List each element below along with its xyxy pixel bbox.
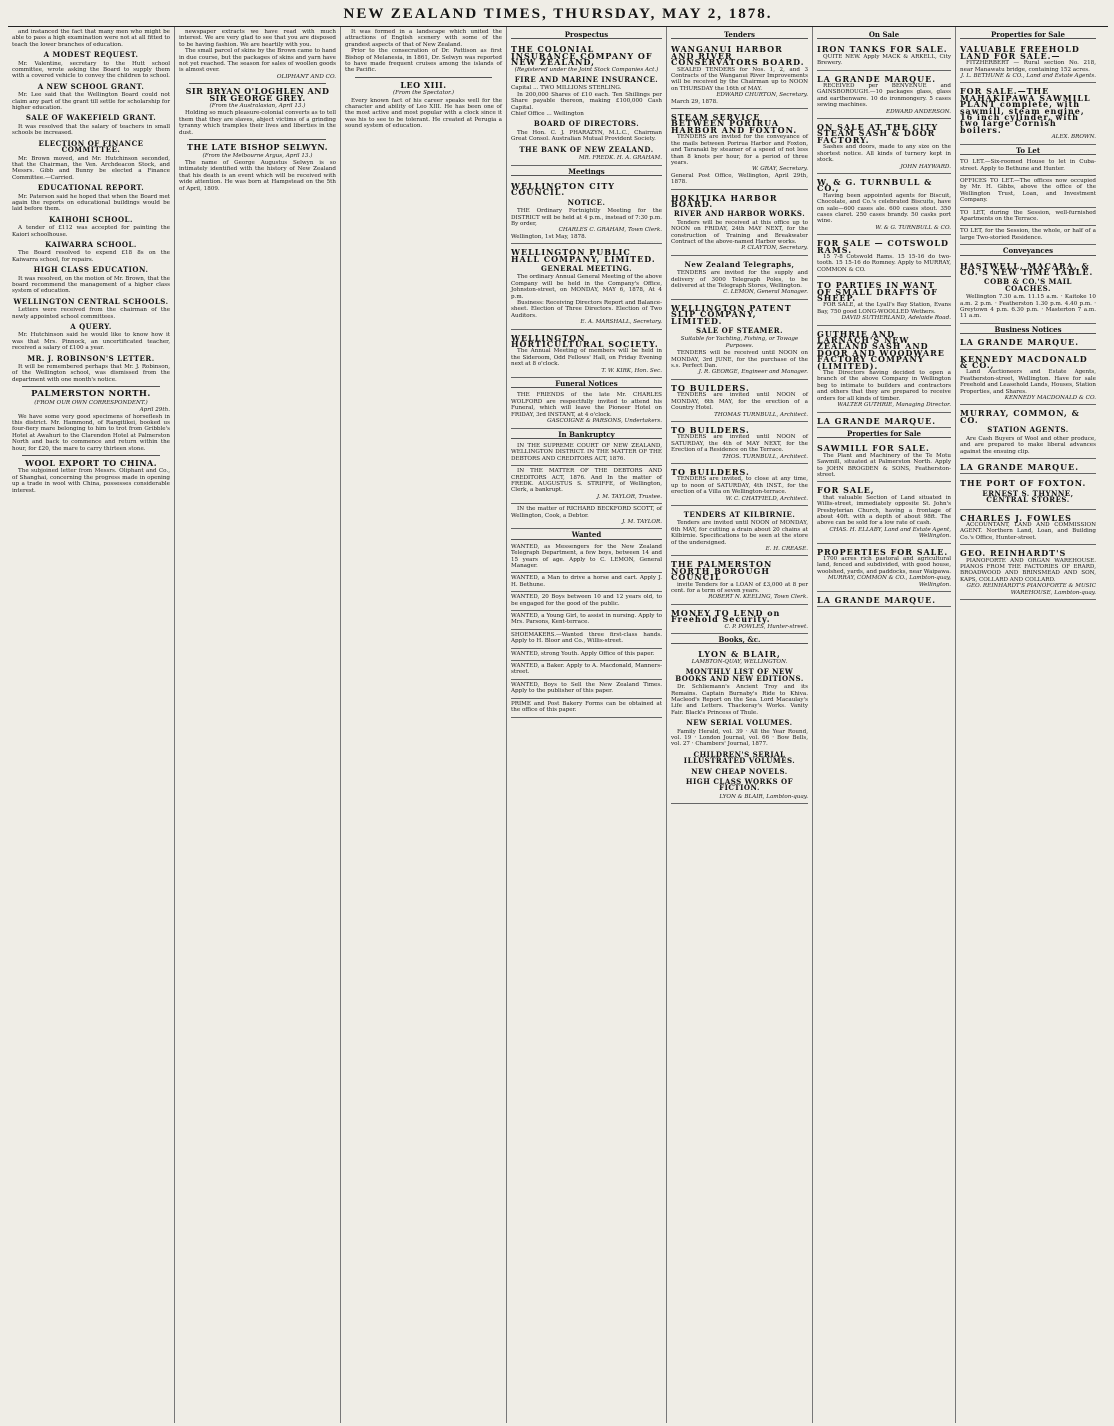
item-7 — [12, 267, 170, 295]
subhead: A QUERY. — [70, 322, 112, 332]
sale-ad: W. & G. TURNBULL & CO., Having been appointed agents for Biscuit, Chocolate, and Co.'s celebrated Biscuits, have on sale—600 cases ale. 600 cases stout. 350 cases claret. 250 cases brandy. 50 casks port wine. W. & G. TURNBULL & CO. — [817, 174, 951, 235]
article-text: Mr. Paterson said he hoped that when the Board met again the reports on educational buildings would be laid before them. — [12, 193, 170, 213]
subhead: SALE OF WAKEFIELD GRANT. — [25, 113, 157, 123]
item-2 — [12, 115, 170, 136]
item-3 — [12, 138, 170, 181]
property-ad: FOR SALE, that valuable Section of Land situated in Willis-street, immediately opposite St. John's Presbyterian Church, having a frontage of about 40ft. with a depth of about 98ft. The above can be sold for a low rate of cash. CHAS. H. ELLABY, Land and Estate Agent, Wellington. — [817, 482, 951, 543]
wanted-ad: WANTED, Boys to Sell the New Zealand Times. Apply to the publisher of this paper. — [511, 680, 662, 699]
column-4 — [507, 27, 667, 1423]
headline: LEO XIII. — [400, 79, 447, 90]
headline: PALMERSTON NORTH. — [31, 389, 151, 400]
tender-ad: HOKITIKA HARBOR BOARD. RIVER AND HARBOR WORKS. Tenders will be received at this office up to NOON on FRIDAY, 24th MAY NEXT, for the construction of Training and Breakwater Contract of the above-named Harbor works. P. CLAYTON, Secretary. — [671, 190, 808, 256]
la-grande-marque-ad: LA GRANDE MARQUE. — [960, 337, 1096, 349]
headline-sub: (From the Australasian, April 13.) — [209, 103, 306, 110]
wanted-ad: WANTED, as Messengers for the New Zealand Telegraph Department, a few boys, between 14 and 15 years of age. Apply to C. LEMON, General Manager. — [511, 542, 662, 574]
la-grande-marque-ad: LA GRANDE MARQUE. — [817, 416, 951, 428]
tender-ad: TO BUILDERS. TENDERS are invited until NOON of SATURDAY, the 4th of MAY NEXT, for the Erection of a Residence on the Terrace. THOS. TURNBULL, Architect. — [671, 422, 808, 464]
item-4 — [12, 185, 170, 213]
city-council-notice: WELLINGTON CITY COUNCIL. NOTICE. THE Ordinary Fortnightly Meeting for the DISTRICT will be held at 4 p.m., instead of 7:30 p.m. By order, CHARLES C. GRAHAM, Town Clerk. Wellington, 1st May, 1878. — [511, 178, 662, 244]
article-text: The Board resolved to expend £18 8s on the Kaiwarra school, for repairs. — [12, 250, 170, 263]
tender-ad: WELLINGTON PATENT SLIP COMPANY, LIMITED. SALE OF STEAMER. Suitable for Yachting, Fishing, or Towage Purposes. TENDERS will be received until NOON on MONDAY, 3rd JUNE, for the purchase of the s.s. Perfect Dan. J. R. GEORGE, Engineer and Manager. — [671, 300, 808, 380]
property-ad: FOR SALE.—THE MAHAKIPAWA SAWMILL PLANT complete, with sawmill, steam engine, 16 inch cylinder, with two large Cornish boilers. ALEX. BROWN. — [960, 83, 1096, 144]
column-1 — [8, 27, 175, 1423]
item-1 — [12, 81, 170, 112]
wanted-ad: SHOEMAKERS.—Wanted three first-class hands. Apply to H. Bloor and Co., Willis-street. — [511, 630, 662, 649]
business-ad: MURRAY, COMMON, & CO. STATION AGENTS. Are Cash Buyers of Wool and other produce, and are prepared to make liberal advances against the ensuing clip. — [960, 405, 1096, 458]
tender-ad: THE PALMERSTON NORTH BOROUGH COUNCIL invite Tenders for a LOAN of £3,000 at 8 per cent. for a term of seven years. ROBERT N. KEELING, Town Clerk. — [671, 556, 808, 604]
subhead: MR. J. ROBINSON'S LETTER. — [27, 353, 155, 363]
section-heading: Conveyances — [960, 248, 1096, 255]
bankruptcy-notice: IN the matter of RICHARD BECKFORD SCOTT, of Wellington, Cook, a Debtor. J. M. TAYLOR. — [511, 504, 662, 529]
section-heading: On Sale — [817, 32, 951, 39]
article-text: Every known fact of his career speaks well for the character and ability of Leo XIII. He has been one of the most active and most popular with a clock since it was his to see to be tolerant. He created at Perugia a sound system of education. — [345, 97, 502, 130]
sale-ad: FOR SALE — COTSWOLD RAMS. 15 7-8 Cotswold Rams. 15 15-16 do two-tooth. 15 15-16 do Romney. Apply to MURRAY, COMMON & CO. — [817, 235, 951, 277]
la-grande-marque-ad: LA GRANDE MARQUE. — [960, 462, 1096, 474]
column-5 — [667, 27, 813, 1423]
to-let-ad: TO LET, during the Session, well-furnished Apartments on the Terrace. — [960, 208, 1096, 227]
section-heading: Meetings — [511, 169, 662, 176]
horticultural-notice: WELLINGTON HORTICULTURAL SOCIETY. The Annual Meeting of members will be held in the Sideroom, Odd Fellows' Hall, on Friday Evening next at 8 o'clock. T. W. KIRK, Hon. Sec. — [511, 330, 662, 378]
tender-ad: WANGANUI HARBOR AND RIVER CONSERVATORS BOARD. SEALED TENDERS for Nos. 1, 2, and 3 Contracts of the Wanganui River Improvements will be received by the Chairman up to NOON on THURSDAY the 16th of MAY. EDWARD CHURTON, Secretary. March 29, 1878. — [671, 41, 808, 109]
article-text: A tender of £112 was accepted for painting the Kaiori schoolhouse. — [12, 225, 170, 238]
article-text: newspaper extracts we have read with much interest. We are very glad to see that you are disposed to be having fashion. We are heartily with you. — [179, 29, 336, 48]
article-text: It was resolved, on the motion of Mr. Brown, that the board recommend the management of a higher class system of education. — [12, 275, 170, 295]
tender-ad: TO BUILDERS. TENDERS are invited until NOON of MONDAY, 6th MAY, for the erection of a Country Hotel. THOMAS TURNBULL, Architect. — [671, 380, 808, 422]
wanted-ad: WANTED, strong Youth. Apply Office of this paper. — [511, 649, 662, 661]
item-9 — [12, 324, 170, 352]
money-to-lend-ad: MONEY TO LEND on Freehold Security. C. P. POWLES, Hunter-street. — [671, 605, 808, 634]
article-text: It will be remembered perhaps that Mr. J. Robinson, of the Wellington school, was dismissed from the department with one month's notice. — [12, 364, 170, 383]
coach-timetable-ad: HASTWELL, MACARA, & CO.'S NEW TIME TABLE. COBB & CO.'S MAIL COACHES. Wellington 7.30 a.m. 11.15 a.m. · Kaitoke 10 a.m. 2 p.m. · Featherston 1.30 p.m. 4.40 p.m. · Greytown 4 p.m. 6.30 p.m. · Masterton 7 a.m. 11 a.m. — [960, 258, 1096, 324]
column-6 — [813, 27, 956, 1423]
to-let-ad: TO LET, for the Session, the whole, or half of a large Two-storied Residence. — [960, 226, 1096, 245]
subhead: KAIWARRA SCHOOL. — [45, 239, 137, 249]
article-text: The small parcel of skins by the Brown came to hand in due course, but the packages of skins and yarn have not yet reached. The season for sales of woollen goods is almost over. — [179, 48, 336, 74]
sale-ad: ON SALE AT THE CITY STEAM SASH & DOOR FACTORY. Sashes and doors, made to any size on the shortest notice. All kinds of turnery kept in stock. JOHN HAYWARD. — [817, 119, 951, 174]
property-ad: VALUABLE FREEHOLD LAND FOR SALE.— FITZHERBERT — Rural section No. 218, near Manawatu bridge, containing 152 acres. J. L. BETHUNE & CO., Land and Estate Agents. — [960, 41, 1096, 83]
masthead — [8, 6, 1108, 27]
article-text: It was formed in a landscape which united the attractions of English scenery with some of the grandest aspects of that of New Zealand. — [345, 29, 502, 48]
business-ad: CHARLES J. FOWLES ACCOUNTANT, LAND AND COMMISSION AGENT. Northern Land, Loan, and Building Co.'s Office, Hunter-street. — [960, 510, 1096, 546]
tender-ad: TENDERS AT KILBIRNIE. Tenders are invited until NOON of MONDAY, 6th MAY, for cutting a drain about 20 chains at Kilbirnie. Specifications to be seen at the store of the undersigned. E. H. CREASE. — [671, 506, 808, 556]
headline-sub: (From the Spectator.) — [392, 90, 455, 97]
headline-sub: (From the Melbourne Argus, April 13.) — [202, 152, 313, 159]
business-ad: GEO. REINHARDT'S PIANOFORTE AND ORGAN WAREHOUSE. PIANOS FROM THE FACTORIES OF ERARD, BROADWOOD AND BRINSMEAD AND SON, KAPS, COLLARD AND COLLARD. GEO. REINHARDT'S PIANOFORTE & MUSIC WAREHOUSE, Lambton-quay. — [960, 545, 1096, 600]
section-heading: Wanted — [511, 532, 662, 539]
tender-ad: New Zealand Telegraphs, TENDERS are invited for the supply and delivery of 3000 Telegraph Poles, to be delivered at the Telegraph Stores, Wellington. C. LEMON, General Manager. — [671, 256, 808, 300]
property-ad: SAWMILL FOR SALE. The Plant and Machinery of the Te Motu Sawmill, situated at Palmerston North. Apply to JOHN BROGDEN & SONS, Featherston-street. — [817, 440, 951, 482]
public-hall-notice: WELLINGTON PUBLIC HALL COMPANY, LIMITED. GENERAL MEETING. The ordinary Annual General Meeting of the above Company will be held in the Company's Office, Johnston-street, on MONDAY, MAY 6, 1878, At 4 p.m. Business: Receiving Directors Report and Balance-sheet. Election of Three Directors. Election of Two Auditors. E. A. MARSHALL, Secretary. — [511, 244, 662, 329]
wanted-ad: WANTED, 20 Boys between 10 and 12 years old, to be engaged for the good of the public. — [511, 592, 662, 611]
colonial-insurance-ad: THE COLONIAL INSURANCE COMPANY OF NEW ZEALAND, (Registered under the Joint Stock Companies Act.) FIRE AND MARINE INSURANCE. Capital ... TWO MILLIONS STERLING. In 200,000 Shares of £10 each. Ten Shillings per Share payable thereon, making £100,000 Cash Capital. Chief Office ... Wellington BOARD OF DIRECTORS. The Hon. C. J. PHARAZYN, M.L.C., Chairman Great Consol. Australian Mutual Provident Society. THE BANK OF NEW ZEALAND. MR. FREDK. H. A. GRAHAM. — [511, 41, 662, 165]
item-8 — [12, 296, 170, 320]
column-3 — [341, 27, 507, 1423]
article-text: The name of George Augustus Selwyn is so intimately identified with the history of New Zealand that his death is an event which will be received with wide attention. He was born at Hampstead on the 5th of April, 1809. — [179, 159, 336, 192]
business-ad: KENNEDY MACDONALD & CO., Land Auctioneers and Estate Agents, Featherston-street, Wellington. Have for sale Freehold and Leasehold Lands, Houses, Station Properties, and Shares. KENNEDY MACDONALD & CO. — [960, 351, 1096, 406]
dateline: April 29th. — [139, 407, 170, 414]
item-0 — [12, 52, 170, 80]
bankruptcy-notice: IN THE MATTER OF THE DEBTORS AND CREDITORS ACT, 1876. And In the matter of FREDK. AUGUSTUS S. STRIFFE, of Wellington, Clerk, a bankrupt. J. M. TAYLOR, Trustee. — [511, 466, 662, 504]
article-text: Mr. Brown moved, and Mr. Hutchinson seconded, that the Chairman, the Ven. Archdeacon Stock, and Messrs. Gibb and Bunny be elected a Finance Committee.—Carried. — [12, 155, 170, 181]
la-grande-marque-ad: LA GRANDE MARQUE. — [817, 595, 951, 607]
property-ad: PROPERTIES FOR SALE. 1700 acres rich pastoral and agricultural land, fenced and subdivided, with good house, woolshed, yards, and paddocks, near Waipawa. MURRAY, COMMON & CO., Lambton-quay, Wellington. — [817, 544, 951, 592]
article-text: We have some very good specimens of horseflesh in this district. Mr. Hammond, of Rangitikei, booked us four-fiery mare belonging to him to trot from Gribble's Hotel at Awahuri to the Clarendon Hotel at Palmerston North and back to commence and return within the hour, for £20, the mare to carry thirteen stone. — [12, 413, 170, 452]
article-text: The subjoined letter from Messrs. Oliphant and Co., of Shanghai, concerning the progress made in opening up a trade in wool with China, possesses considerable interest. — [12, 468, 170, 494]
subhead: EDUCATIONAL REPORT. — [37, 183, 145, 193]
subhead: A NEW SCHOOL GRANT. — [37, 81, 145, 91]
section-heading: In Bankruptcy — [511, 432, 662, 439]
sale-ad: LA GRANDE MARQUE. RECEIVED per BENVENUE and GAINSBOROUGH.—10 packages glass, glass and earthenware. 10 do ironmongery. 5 cases sewing machines. EDWARD ANDERSON. — [817, 71, 951, 119]
to-let-ad: OFFICES TO LET.—The offices now occupied by Mr. H. Gibbs, above the office of the Wellington Trust, Loan, and Investment Company. — [960, 176, 1096, 208]
sale-ad: TO PARTIES IN WANT OF SMALL DRAFTS OF SHEEP. FOR SALE, at the Lyall's Bay Station, Evans Bay, 750 good LONG-WOOLLED Wethers. DAVID SUTHERLAND, Adelaide Road. — [817, 277, 951, 325]
subhead: HIGH CLASS EDUCATION. — [33, 265, 149, 275]
subhead: WELLINGTON CENTRAL SCHOOLS. — [13, 296, 169, 306]
headline: SIR BRYAN O'LOGHLEN AND SIR GEORGE GREY. — [185, 86, 330, 103]
masthead-title: NEW ZEALAND TIMES, THURSDAY, MAY 2, 1878. — [343, 6, 773, 22]
wanted-ad: WANTED, a Man to drive a horse and cart. Apply J. H. Bethune. — [511, 573, 662, 592]
funeral-notice: THE FRIENDS of the late Mr. CHARLES WOLFORD are respectfully invited to attend his Funeral, which will leave the Pioneer Hotel on FRIDAY, 3rd INSTANT, at 4 o'clock. GASCOIGNE & PARSONS, Undertakers. — [511, 390, 662, 428]
subhead: KAIHOHI SCHOOL. — [49, 214, 133, 224]
section-heading: Prospectus — [511, 32, 662, 39]
article-text: Holding so much pleasure-colonial converts as to tell them that they are slaves, abject victims of a grinding tyranny which tramples their lives and liberties in the dust. — [179, 110, 336, 136]
headline-sub: (FROM OUR OWN CORRESPONDENT.) — [34, 399, 148, 406]
article-text: Mr. Valentine, secretary to the Hutt school committee, wrote asking the Board to supply them with a covered vehicle to convey the children to school. — [12, 60, 170, 80]
subhead: ELECTION OF FINANCE COMMITTEE. — [38, 138, 144, 155]
wanted-ad: PRIME and Post Bakery Forms can be obtained at the office of this paper. — [511, 699, 662, 718]
columns — [8, 27, 1108, 1423]
article-text: Letters were received from the chairman of the newly appointed school committees. — [12, 307, 170, 320]
bankruptcy-notice: IN THE SUPREME COURT OF NEW ZEALAND, WELLINGTON DISTRICT. IN THE MATTER OF THE DEBTORS AND CREDITORS ACT, 1876. — [511, 441, 662, 466]
section-heading: Properties for Sale — [960, 32, 1096, 39]
article-text: and instanced the fact that many men who might be able to pass a high examination were not at all fitted to teach the lower branches of education. — [12, 29, 170, 48]
article-text: Prior to the consecration of Dr. Pattison as first Bishop of Melanesia, in 1861, Dr. Selwyn was reported to have made frequent cruises among the islands of the Pacific. — [345, 48, 502, 74]
section-heading: Books, &c. — [671, 637, 808, 644]
wanted-ad: WANTED, a Young Girl, to assist in nursing. Apply to Mrs. Parsons, Kent-terrace. — [511, 611, 662, 630]
sale-ad: GUTHRIE AND LARNACH'S NEW ZEALAND SASH AND DOOR AND WOODWARE FACTORY COMPANY (LIMITED). The Directors having decided to open a branch of the above Company in Wellington beg to intimate to builders and contractors and others that they are prepared to receive orders for all kinds of timber. WALTER GUTHRIE, Managing Director. — [817, 326, 951, 413]
tender-ad: STEAM SERVICE BETWEEN PORIRUA HARBOR AND FOXTON. TENDERS are invited for the conveyance of the mails between Porirua Harbor and Foxton, and Taranaki by steamer of a speed of not less than 8 knots per hour, for a period of three years. W. GRAY, Secretary. General Post Office, Wellington, April 29th, 1878. — [671, 109, 808, 189]
column-7 — [956, 27, 1100, 1423]
article-text: It was resolved that the salary of teachers in small schools be increased. — [12, 123, 170, 137]
section-heading: Business Notices — [960, 327, 1096, 334]
headline: WOOL EXPORT TO CHINA. — [24, 457, 158, 468]
section-heading: Tenders — [671, 32, 808, 39]
signature: OLIPHANT AND CO. — [276, 73, 336, 80]
tender-ad: TO BUILDERS. TENDERS are invited, to close at any time, up to noon of SATURDAY, 4th INST., for the erection of a Villa on Wellington-terrace. W. C. CHATFIELD, Architect. — [671, 464, 808, 506]
item-10 — [12, 353, 170, 384]
headline: THE LATE BISHOP SELWYN. — [187, 142, 328, 153]
column-2 — [175, 27, 341, 1423]
item-5 — [12, 214, 170, 238]
subhead: A MODEST REQUEST. — [43, 50, 139, 60]
item-6 — [12, 239, 170, 263]
section-heading: To Let — [960, 148, 1096, 155]
sale-ad: IRON TANKS FOR SALE. QUITE NEW. Apply MACK & ARKELL, City Brewery. — [817, 41, 951, 70]
article-text: Mr. Hutchinson said he would like to know how it was that Mrs. Pinnock, an uncertificated teacher, received a salary of £100 a year. — [12, 332, 170, 352]
to-let-ad: TO LET.—Six-roomed House to let in Cuba-street. Apply to Bethune and Hunter. — [960, 157, 1096, 176]
lyon-blair-ad: LYON & BLAIR, LAMBTON-QUAY, WELLINGTON. MONTHLY LIST OF NEW BOOKS AND NEW EDITIONS. Dr. Schliemann's Ancient Troy and its Remains. Captain Burnaby's Ride to Khiva. Macleod's Report on the Sea. Lord Macaulay's Life and Letters. Thackeray's Works. Vanity Fair. Black's Princess of Thule. NEW SERIAL VOLUMES. Family Herald, vol. 39 · All the Year Round, vol. 19 · London Journal, vol. 66 · Bow Bells, vol. 27 · Chambers' Journal, 1877. CHILDREN'S SERIAL ILLUSTRATED VOLUMES. NEW CHEAP NOVELS. HIGH CLASS WORKS OF FICTION. LYON & BLAIR, Lambton-quay. — [671, 646, 808, 804]
section-heading: Funeral Notices — [511, 381, 662, 388]
article-text: Mr. Lee said that the Wellington Board could not claim any part of the grant till settle for scholarship for higher education. — [12, 92, 170, 112]
business-ad: THE PORT OF FOXTON. ERNEST S. THYNNE, CENTRAL STORES. — [960, 475, 1096, 509]
wanted-ad: WANTED, a Baker. Apply to A. Macdonald, Manners-street. — [511, 661, 662, 680]
section-heading: Properties for Sale — [817, 431, 951, 438]
